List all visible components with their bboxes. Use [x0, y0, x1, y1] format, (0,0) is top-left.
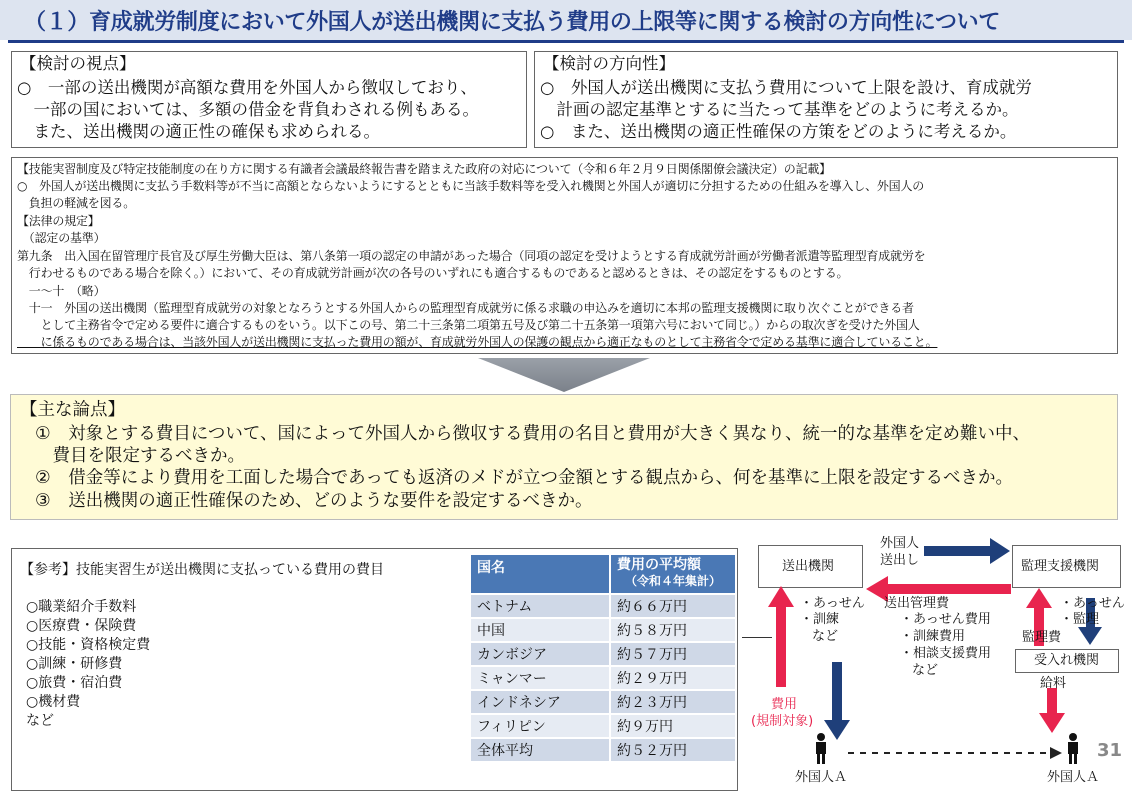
viewpoint-line: また、送出機関の適正性の確保も求められる。	[17, 122, 380, 141]
left-service-item: など	[812, 629, 839, 644]
table-cell-country: インドネシア	[471, 691, 609, 713]
down-chevron-icon	[478, 358, 650, 392]
table-cell-country: ミャンマー	[471, 667, 609, 689]
table-cell-country: ベトナム	[471, 595, 609, 617]
fee-title: 送出管理費	[884, 596, 950, 611]
issue-item: 費目を限定するべきか。	[35, 446, 245, 466]
fee-item: など	[912, 663, 939, 678]
viewpoint-heading: 【検討の視点】	[20, 54, 136, 73]
cost-arrow	[768, 586, 794, 687]
send-label-1: 外国人	[880, 536, 920, 551]
fee-item: ・訓練費用	[900, 629, 966, 644]
direction-heading: 【検討の方向性】	[543, 54, 675, 73]
table-header-cost	[611, 555, 735, 593]
sending-org-label: 送出機関	[782, 559, 835, 574]
table-cell-cost: 約５７万円	[611, 643, 735, 665]
table-cell-cost: 約２９万円	[611, 667, 735, 689]
left-service-item: ・訓練	[800, 612, 840, 627]
page-number: 31	[1097, 740, 1123, 761]
legal-line: 十一 外国の送出機関（監理型育成就労の対象となろうとする外国人からの監理型育成就労に係る求職の申込みを適切に本邦の監理支援機関に取り次ぐことができる者	[17, 301, 914, 315]
direction-box	[534, 51, 1118, 148]
table-cell-cost: 約９万円	[611, 715, 735, 737]
table-cell-cost: 約５２万円	[611, 739, 735, 761]
reference-item: ○医療費・保険費	[26, 618, 137, 634]
service-arrow	[824, 662, 850, 740]
issue-item: ② 借金等により費用を工面した場合であっても返済のメドが立つ金額とする観点から、何を基準に上限を設定するべきか。	[35, 468, 1014, 488]
legal-line: 【法律の規定】	[17, 214, 100, 228]
person-left-icon	[816, 733, 826, 764]
table-cell-country: 全体平均	[471, 739, 609, 761]
direction-line: ○ また、送出機関の適正性確保の方策をどのように考えるか。	[540, 122, 1017, 141]
table-cell-cost: 約６６万円	[611, 595, 735, 617]
person-right-icon	[1068, 733, 1078, 764]
legal-line: に係るものである場合は、当該外国人が送出機関に支払った費用の額が、育成就労外国人の保護の観点から適正なものとして主務省令で定める基準に適合していること。	[17, 335, 938, 349]
reference-item: ○旅費・宿泊費	[26, 675, 123, 691]
table-cell-country: 中国	[471, 619, 609, 641]
cost-table	[469, 553, 737, 763]
fee-item: ・相談支援費用	[900, 646, 992, 661]
legal-line: 【技能実習制度及び特定技能制度の在り方に関する有識者会議最終報告書を踏まえた政府の対応について（令和６年２月９日関係閣僚会議決定）の記載】	[17, 162, 831, 176]
legal-line: （認定の基準）	[17, 231, 106, 245]
issues-heading: 【主な論点】	[20, 400, 125, 420]
transfer-dashed-arrow	[848, 747, 1062, 759]
table-row	[471, 739, 735, 761]
page-title: （１）育成就労制度において外国人が送出機関に支払う費用の上限等に関する検討の方向性について	[24, 10, 1001, 35]
reference-item: ○職業紹介手数料	[26, 599, 137, 615]
viewpoint-line: ○ 一部の送出機関が高額な費用を外国人から徴収しており、	[17, 78, 477, 97]
viewpoint-line: 一部の国においては、多額の借金を背負わされる例もある。	[17, 100, 479, 119]
reference-heading: 【参考】技能実習生が送出機関に支払っている費用の費目	[20, 562, 384, 578]
legal-line: 負担の軽減を図る。	[17, 196, 136, 210]
person-left-label: 外国人Ａ	[795, 770, 848, 785]
table-cell-cost: 約５８万円	[611, 619, 735, 641]
reference-item: など	[26, 713, 54, 729]
table-cell-cost: 約２３万円	[611, 691, 735, 713]
wage-arrow	[1039, 688, 1065, 733]
supervision-fee-label: 監理費	[1022, 630, 1062, 645]
legal-line: 一～十 （略）	[17, 284, 106, 298]
cost-label: 費用	[771, 697, 798, 712]
table-row	[471, 643, 735, 665]
table-row	[471, 691, 735, 713]
table-row	[471, 619, 735, 641]
right-service-item: ・あっせん	[1060, 596, 1125, 611]
send-label-2: 送出し	[880, 553, 920, 568]
direction-line: 計画の認定基準とするに当たって基準をどのように考えるか。	[540, 100, 1019, 119]
reference-item: ○訓練・研修費	[26, 656, 123, 672]
legal-line: 行わせるものである場合を除く。）において、その育成就労計画が次の各号のいずれにも適合するものであると認めるときは、その認定をするものとする。	[17, 266, 849, 280]
viewpoint-box	[11, 51, 527, 148]
issue-item: ③ 送出機関の適正性確保のため、どのような要件を設定するべきか。	[35, 491, 593, 511]
table-header-cost-sub: （令和４年集計）	[625, 574, 722, 588]
supervising-org-label: 監理支援機関	[1021, 559, 1100, 574]
legal-line: ○ 外国人が送出機関に支払う手数料等が不当に高額とならないようにするとともに当該手数料等を受入れ機関と外国人が適切に分担するための仕組みを導入し、外国人の	[17, 179, 925, 193]
table-row	[471, 595, 735, 617]
send-arrow	[924, 538, 1010, 564]
table-header-cost-main: 費用の平均額	[617, 557, 701, 573]
wage-label: 給料	[1040, 676, 1067, 691]
left-service-item: ・あっせん	[800, 596, 865, 611]
table-row	[471, 667, 735, 689]
right-service-item: ・監理	[1060, 612, 1100, 627]
table-header-country: 国名	[471, 555, 609, 593]
table-header-row	[471, 555, 735, 593]
issue-item: ① 対象とする費目について、国によって外国人から徴収する費用の名目と費用が大きく異なり、統一的な基準を定め難い中、	[35, 424, 1030, 444]
legal-line: として主務省令で定める要件に適合するものをいう。以下この号、第二十三条第二項第五号及び第二十五条第一項第六号において同じ。）からの取次ぎを受けた外国人	[17, 318, 920, 332]
legal-box	[11, 157, 1118, 354]
reference-item: ○機材費	[26, 694, 81, 710]
direction-line: ○ 外国人が送出機関に支払う費用について上限を設け、育成就労	[540, 78, 1032, 97]
reference-item: ○技能・資格検定費	[26, 637, 151, 653]
legal-line: 第九条 出入国在留管理庁長官及び厚生労働大臣は、第八条第一項の認定の申請があった場合（同項の認定を受けようとする育成就労計画が労働者派遣等監理型育成就労を	[17, 249, 926, 263]
fee-item: ・あっせん費用	[900, 612, 991, 627]
person-right-label: 外国人Ａ	[1047, 770, 1100, 785]
receiving-org-label: 受入れ機関	[1034, 653, 1100, 668]
issues-box	[10, 394, 1118, 520]
table-cell-country: フィリピン	[471, 715, 609, 737]
title-underline	[8, 40, 1124, 43]
regulated-label: (規制対象)	[751, 714, 814, 729]
table-cell-country: カンボジア	[471, 643, 609, 665]
table-row	[471, 715, 735, 737]
